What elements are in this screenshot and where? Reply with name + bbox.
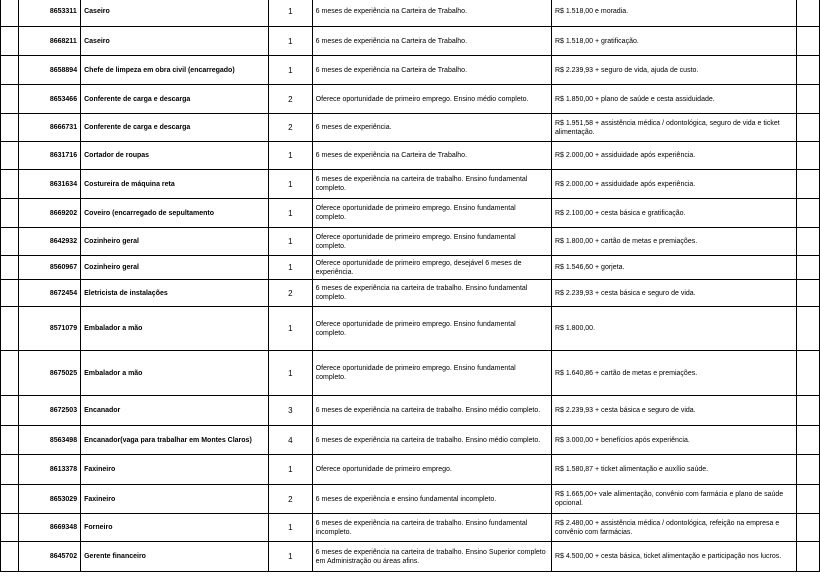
vacancy-count: 3 [268,396,312,426]
table-row [1,199,820,228]
vacancy-count: 1 [268,170,312,199]
vacancy-count: 1 [268,351,312,396]
requirements-text: 6 meses de experiência na Carteira de Trabalho. [312,142,551,170]
row-gutter-cell [1,170,19,199]
vacancy-code: 8563498 [18,426,80,455]
row-gutter-cell [1,228,19,256]
row-gutter-cell [1,85,19,114]
occupation-title: Caseiro [81,27,269,56]
table-row [1,228,820,256]
salary-benefits-text: R$ 1.800,00 + cartão de metas e premiações. [551,228,796,256]
vacancy-count: 1 [268,307,312,351]
salary-benefits-text: R$ 1.640,86 + cartão de metas e premiações. [551,351,796,396]
vacancy-code: 8672454 [18,280,80,307]
requirements-text: 6 meses de experiência na carteira de trabalho. Ensino fundamental completo. [312,170,551,199]
vacancy-code: 8669202 [18,199,80,228]
row-gutter-cell [1,307,19,351]
row-trailing-cell [797,455,820,485]
table-row [1,307,820,351]
vacancy-code: 8658894 [18,56,80,85]
salary-benefits-text: R$ 4.500,00 + cesta básica, ticket alimentação e participação nos lucros. [551,542,796,572]
requirements-text: Oferece oportunidade de primeiro emprego. Ensino fundamental completo. [312,351,551,396]
vacancy-count: 1 [268,455,312,485]
vacancy-code: 8669348 [18,514,80,542]
vacancy-code: 8666731 [18,114,80,142]
row-trailing-cell [797,485,820,514]
row-trailing-cell [797,256,820,280]
vacancy-count: 1 [268,256,312,280]
vacancy-count: 1 [268,0,312,27]
row-gutter-cell [1,426,19,455]
table-row [1,542,820,572]
row-gutter-cell [1,514,19,542]
vacancy-count: 4 [268,426,312,455]
requirements-text: 6 meses de experiência e ensino fundamental incompleto. [312,485,551,514]
table-row [1,455,820,485]
occupation-title: Embalador a mão [81,307,269,351]
requirements-text: 6 meses de experiência na carteira de trabalho. Ensino fundamental completo. [312,280,551,307]
row-trailing-cell [797,27,820,56]
requirements-text: Oferece oportunidade de primeiro emprego, desejável 6 meses de experiência. [312,256,551,280]
row-trailing-cell [797,0,820,27]
row-trailing-cell [797,85,820,114]
table-row [1,114,820,142]
requirements-text: 6 meses de experiência na carteira de trabalho. Ensino fundamental incompleto. [312,514,551,542]
vacancy-code: 8631716 [18,142,80,170]
occupation-title: Forneiro [81,514,269,542]
salary-benefits-text: R$ 1.665,00+ vale alimentação, convênio com farmácia e plano de saúde opcional. [551,485,796,514]
vacancy-code: 8653311 [18,0,80,27]
row-trailing-cell [797,396,820,426]
requirements-text: 6 meses de experiência na Carteira de Trabalho. [312,27,551,56]
vacancy-count: 2 [268,114,312,142]
vacancy-code: 8642932 [18,228,80,256]
salary-benefits-text: R$ 2.000,00 + assiduidade após experiência. [551,170,796,199]
row-trailing-cell [797,426,820,455]
occupation-title: Cozinheiro geral [81,256,269,280]
table-row [1,27,820,56]
requirements-text: Oferece oportunidade de primeiro emprego. [312,455,551,485]
requirements-text: Oferece oportunidade de primeiro emprego. Ensino fundamental completo. [312,199,551,228]
salary-benefits-text: R$ 2.239,93 + cesta básica e seguro de vida. [551,396,796,426]
requirements-text: Oferece oportunidade de primeiro emprego. Ensino fundamental completo. [312,307,551,351]
salary-benefits-text: R$ 2.480,00 + assistência médica / odontológica, refeição na empresa e convênio com farmácias. [551,514,796,542]
occupation-title: Costureira de máquina reta [81,170,269,199]
table-row [1,85,820,114]
vacancy-code: 8560967 [18,256,80,280]
row-trailing-cell [797,542,820,572]
row-gutter-cell [1,114,19,142]
occupation-title: Faxineiro [81,485,269,514]
requirements-text: 6 meses de experiência na carteira de trabalho. Ensino médio completo. [312,396,551,426]
salary-benefits-text: R$ 2.100,00 + cesta básica e gratificação. [551,199,796,228]
occupation-title: Encanador(vaga para trabalhar em Montes Claros) [81,426,269,455]
row-gutter-cell [1,280,19,307]
table-row [1,280,820,307]
row-gutter-cell [1,199,19,228]
vacancy-count: 1 [268,27,312,56]
occupation-title: Cozinheiro geral [81,228,269,256]
row-trailing-cell [797,514,820,542]
occupation-title: Chefe de limpeza em obra civil (encarregado) [81,56,269,85]
requirements-text: 6 meses de experiência na carteira de trabalho. Ensino Superior completo em Administração ou áreas afins. [312,542,551,572]
row-trailing-cell [797,199,820,228]
salary-benefits-text: R$ 2.000,00 + assiduidade após experiência. [551,142,796,170]
requirements-text: 6 meses de experiência na Carteira de Trabalho. [312,0,551,27]
salary-benefits-text: R$ 1.800,00. [551,307,796,351]
vacancy-count: 1 [268,142,312,170]
table-row [1,351,820,396]
salary-benefits-text: R$ 1.951,58 + assistência médica / odontológica, seguro de vida e ticket alimentação. [551,114,796,142]
table-row [1,0,820,27]
vacancy-code: 8645702 [18,542,80,572]
vacancy-count: 1 [268,56,312,85]
salary-benefits-text: R$ 1.850,00 + plano de saúde e cesta assiduidade. [551,85,796,114]
table-row [1,485,820,514]
row-gutter-cell [1,396,19,426]
row-trailing-cell [797,280,820,307]
occupation-title: Faxineiro [81,455,269,485]
row-gutter-cell [1,455,19,485]
salary-benefits-text: R$ 1.546,60 + gorjeta. [551,256,796,280]
requirements-text: Oferece oportunidade de primeiro emprego. Ensino médio completo. [312,85,551,114]
vacancy-code: 8653466 [18,85,80,114]
vacancy-count: 1 [268,542,312,572]
vacancy-count: 2 [268,85,312,114]
salary-benefits-text: R$ 2.239,93 + cesta básica e seguro de vida. [551,280,796,307]
row-gutter-cell [1,27,19,56]
salary-benefits-text: R$ 3.000,00 + benefícios após experiência. [551,426,796,455]
row-trailing-cell [797,351,820,396]
row-gutter-cell [1,351,19,396]
row-trailing-cell [797,142,820,170]
vacancy-count: 2 [268,280,312,307]
requirements-text: 6 meses de experiência na carteira de trabalho. Ensino médio completo. [312,426,551,455]
occupation-title: Coveiro (encarregado de sepultamento [81,199,269,228]
vacancy-code: 8672503 [18,396,80,426]
salary-benefits-text: R$ 2.239,93 + seguro de vida, ajuda de custo. [551,56,796,85]
requirements-text: Oferece oportunidade de primeiro emprego. Ensino fundamental completo. [312,228,551,256]
vacancy-count: 1 [268,199,312,228]
row-gutter-cell [1,542,19,572]
occupation-title: Encanador [81,396,269,426]
row-trailing-cell [797,170,820,199]
salary-benefits-text: R$ 1.518,00 + gratificação. [551,27,796,56]
vacancy-code: 8571079 [18,307,80,351]
row-trailing-cell [797,228,820,256]
occupation-title: Conferente de carga e descarga [81,85,269,114]
table-row [1,170,820,199]
table-row [1,514,820,542]
requirements-text: 6 meses de experiência. [312,114,551,142]
row-trailing-cell [797,114,820,142]
row-gutter-cell [1,256,19,280]
vacancy-count: 1 [268,228,312,256]
vacancy-code: 8631634 [18,170,80,199]
table-row [1,256,820,280]
vacancy-count: 2 [268,485,312,514]
row-trailing-cell [797,56,820,85]
occupation-title: Gerente financeiro [81,542,269,572]
row-gutter-cell [1,485,19,514]
row-trailing-cell [797,307,820,351]
salary-benefits-text: R$ 1.580,87 + ticket alimentação e auxílio saúde. [551,455,796,485]
table-row [1,56,820,85]
vacancy-code: 8653029 [18,485,80,514]
salary-benefits-text: R$ 1.518,00 e moradia. [551,0,796,27]
vacancy-count: 1 [268,514,312,542]
occupation-title: Eletricista de instalações [81,280,269,307]
table-row [1,396,820,426]
occupation-title: Caseiro [81,0,269,27]
vacancy-code: 8613378 [18,455,80,485]
occupation-title: Cortador de roupas [81,142,269,170]
occupation-title: Embalador a mão [81,351,269,396]
requirements-text: 6 meses de experiência na Carteira de Trabalho. [312,56,551,85]
row-gutter-cell [1,142,19,170]
occupation-title: Conferente de carga e descarga [81,114,269,142]
vacancy-code: 8675025 [18,351,80,396]
row-gutter-cell [1,0,19,27]
row-gutter-cell [1,56,19,85]
vacancy-code: 8668211 [18,27,80,56]
table-row [1,142,820,170]
table-row [1,426,820,455]
